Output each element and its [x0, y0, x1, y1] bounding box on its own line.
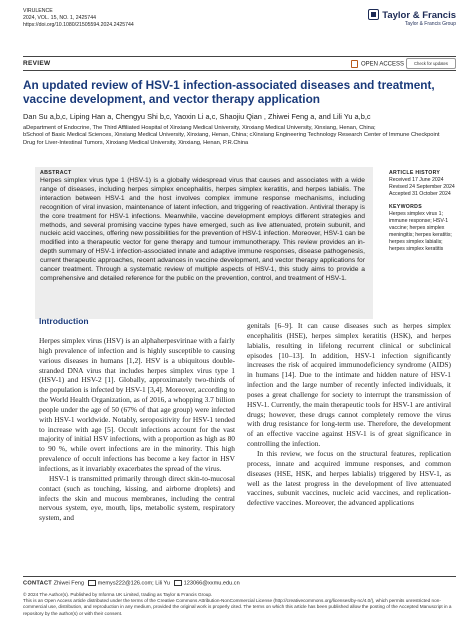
license-text: This is an Open Access article distributed under the terms of the Creative Commons Attribution-NonCommercial License (http://creativecommons.org/licenses/by-nc/4.0/), which permits unrestricted non-commercial use, distribution, and reproduction in any medium, provided the original work is properly cited. The terms on which this article has been published allow the posting of the Accepted Manuscript in a repository by the author(s) or with their consent. [23, 598, 452, 616]
open-access-label: OPEN ACCESS [360, 61, 404, 68]
intro-paragraph-3: genitals [6–9]. It can cause diseases such as herpes simplex encephalitis (HSE), herpes simplex keratitis (HSK), and herpes labialis, resulting in lifelong recurrent clinical or subclinical episodes [10–13]. In addition, HSV-1 infection significantly increases the risk of acquired immunodeficiency syndrome (AIDS) in humans [14]. Due to the intimate and hidden nature of HSV-1 infection and the large number of recently infected individuals, it poses a great challenge for society to interrupt the transmission of HSV-1. Currently, the main therapeutic tools for HSV-1 are antiviral drugs; however, these drugs cannot completely remove the virus with drug resistance for long-term use. Therefore, the development of an effective vaccine against HSV-1 is of great significance in controlling the infection. [247, 321, 451, 449]
journal-doi[interactable]: https://doi.org/10.1080/21505594.2024.2425744 [23, 21, 134, 28]
authors-text[interactable]: Dan Su a,b,c, Liping Han a, Chengyu Shi b,c, Yaoxin Li a,c, Shaojiu Qian , Zhiwei Feng a, and Lili Yu a,b,c [23, 112, 371, 121]
article-history-heading: ARTICLE HISTORY [389, 170, 441, 176]
introduction-heading: Introduction [39, 316, 89, 326]
affiliations [23, 125, 453, 147]
copyright-line: © 2024 The Author(s). Published by Informa UK Limited, trading as Taylor & Francis Group. [23, 592, 213, 597]
publisher-mark-icon [368, 9, 379, 20]
abstract-heading: ABSTRACT [40, 170, 72, 176]
journal-header [23, 8, 134, 28]
open-lock-icon [351, 60, 358, 68]
keywords [389, 204, 457, 253]
publisher-logo [368, 10, 456, 27]
keywords-heading: KEYWORDS [389, 204, 422, 210]
article-type: REVIEW [23, 60, 51, 67]
title-divider [23, 70, 456, 71]
body-column-left [39, 336, 235, 523]
author-list [23, 112, 453, 121]
article-title: An updated review of HSV-1 infection-associated diseases and treatment, vaccine development, and vector therapy application [23, 78, 435, 107]
license-footer [23, 592, 453, 617]
abstract-text: Herpes simplex virus type 1 (HSV-1) is a globally widespread virus that causes and associates with a wide range of diseases, including herpes simplex encephalitis, herpes simplex keratitis, and herpes labialis. The interaction between HSV-1 and the host involves complex immune response mechanisms, including recognition of viral invasion, maintenance of latent infection, and triggering of reactivation. Antiviral therapy is the core treatment for HSV-1 infections. Meanwhile, vaccine development employs different strategies and methods, and several promising vaccine types have emerged, such as live attenuated, protein subunit, and nucleic acid vaccines, offering new possibilities for the prevention of HSV-1 infection. Moreover, HSV-1 can be modified into a therapeutic vector for gene therapy and tumour immunotherapy. This review provides an in-depth summary of HSV-1 infection-associated innate and adaptive immune responses, disease pathogenesis, current therapeutic approaches, recent advances in vaccine development, and vector therapy applications for cancer treatment. Through a systematic review of multiple aspects of HSV-1, this study aims to provide a comprehensive and detailed reference for the public on the prevention, control, and treatment of HSV-1. [40, 177, 365, 282]
check-updates-button[interactable]: Check for updates [406, 58, 456, 69]
journal-volume: 2024, VOL. 15, NO. 1, 2425744 [23, 14, 96, 21]
received-date: Received 17 June 2024 [389, 177, 444, 184]
affiliation-2: bSchool of Basic Medical Sciences, Xinxiang Medical University, Xinxiang, Henan, China; cXinxiang Engineering Technology Research Center of Immune Checkpoint Drug for Liver-Intestinal Tumors, Xinxiang Medical University, Xinxiang, Henan, P.R.China [23, 132, 440, 146]
header-divider [23, 56, 456, 57]
affiliation-1: aDepartment of Endocrine, The Third Affiliated Hospital of Xinxiang Medical University, Xinxiang Medical University, Xinxiang, Henan, China; [23, 125, 376, 131]
intro-paragraph-1: Herpes simplex virus (HSV) is an alphaherpesvirinae with a fairly high prevalence of infection and is highly susceptible to causing various diseases in humans [1,2]. HSV is a ubiquitous double-stranded DNA virus that includes herpes simplex virus type 1 (HSV-1) and HSV-2 [1]. Globally, approximately two-thirds of the population is infected by HSV-1 [3,4]. Moreover, according to the World Health Organization, as of 2016, a whopping 3.7 billion people under the age of 50 (67% of that age group) were infected with HSV-1 worldwide. Notably, seropositivity for HSV-1 tended to increase with age [5]. Occult infections account for the vast majority of initial HSV infections, with a proportion as high as 80 to 90 %, while overt infections are in the minority. This high prevalence of occult infections has become a key factor in HSV infections, as it invariably exacerbates the spread of the virus. [39, 336, 235, 473]
publisher-subtitle: Taylor & Francis Group [404, 21, 456, 28]
contact-email-2[interactable]: 123066@xxmu.edu.cn [183, 580, 240, 587]
journal-name: VIRULENCE [23, 8, 53, 14]
intro-paragraph-4: In this review, we focus on the structural features, replication process, innate and acquired immune responses, and common diseases (HSE, HSK, and herpes labialis) triggered by HSV-1, as well as the latest progress in the development of live attenuated vaccines, subunit vaccines, nucleic acid vaccines, and replication-defective vaccines. Moreover, the advanced applications [247, 448, 451, 508]
contact-label: CONTACT [23, 580, 53, 587]
contact-name: Zhiwei Feng [53, 580, 85, 587]
revised-date: Revised 24 September 2024 [389, 184, 455, 191]
publisher-name: Taylor & Francis [382, 10, 456, 22]
contact-line [23, 580, 453, 586]
intro-paragraph-2: HSV-1 is transmitted primarily through direct skin-to-mucosal contact (such as touching, kissing, and airborne droplets) and infects the skin and mucous membranes, including the central nervous system, eye, mouth, lips, metabolic system, respiratory system, and [39, 473, 235, 523]
contact-email-1[interactable]: memys222@126.com; Lili Yu [97, 580, 171, 587]
body-column-right [247, 321, 451, 508]
open-access-badge [351, 60, 404, 68]
footer-divider [23, 576, 456, 577]
email-icon [174, 580, 182, 586]
accepted-date: Accepted 31 October 2024 [389, 191, 451, 198]
article-history [389, 170, 457, 198]
email-icon [88, 580, 96, 586]
keywords-text: Herpes simplex virus 1; immune response; HSV-1 vaccine; herpes simplex meningitis; herpes keratitis; herpes simplex labialis; herpes simplex keratitis [389, 211, 452, 252]
